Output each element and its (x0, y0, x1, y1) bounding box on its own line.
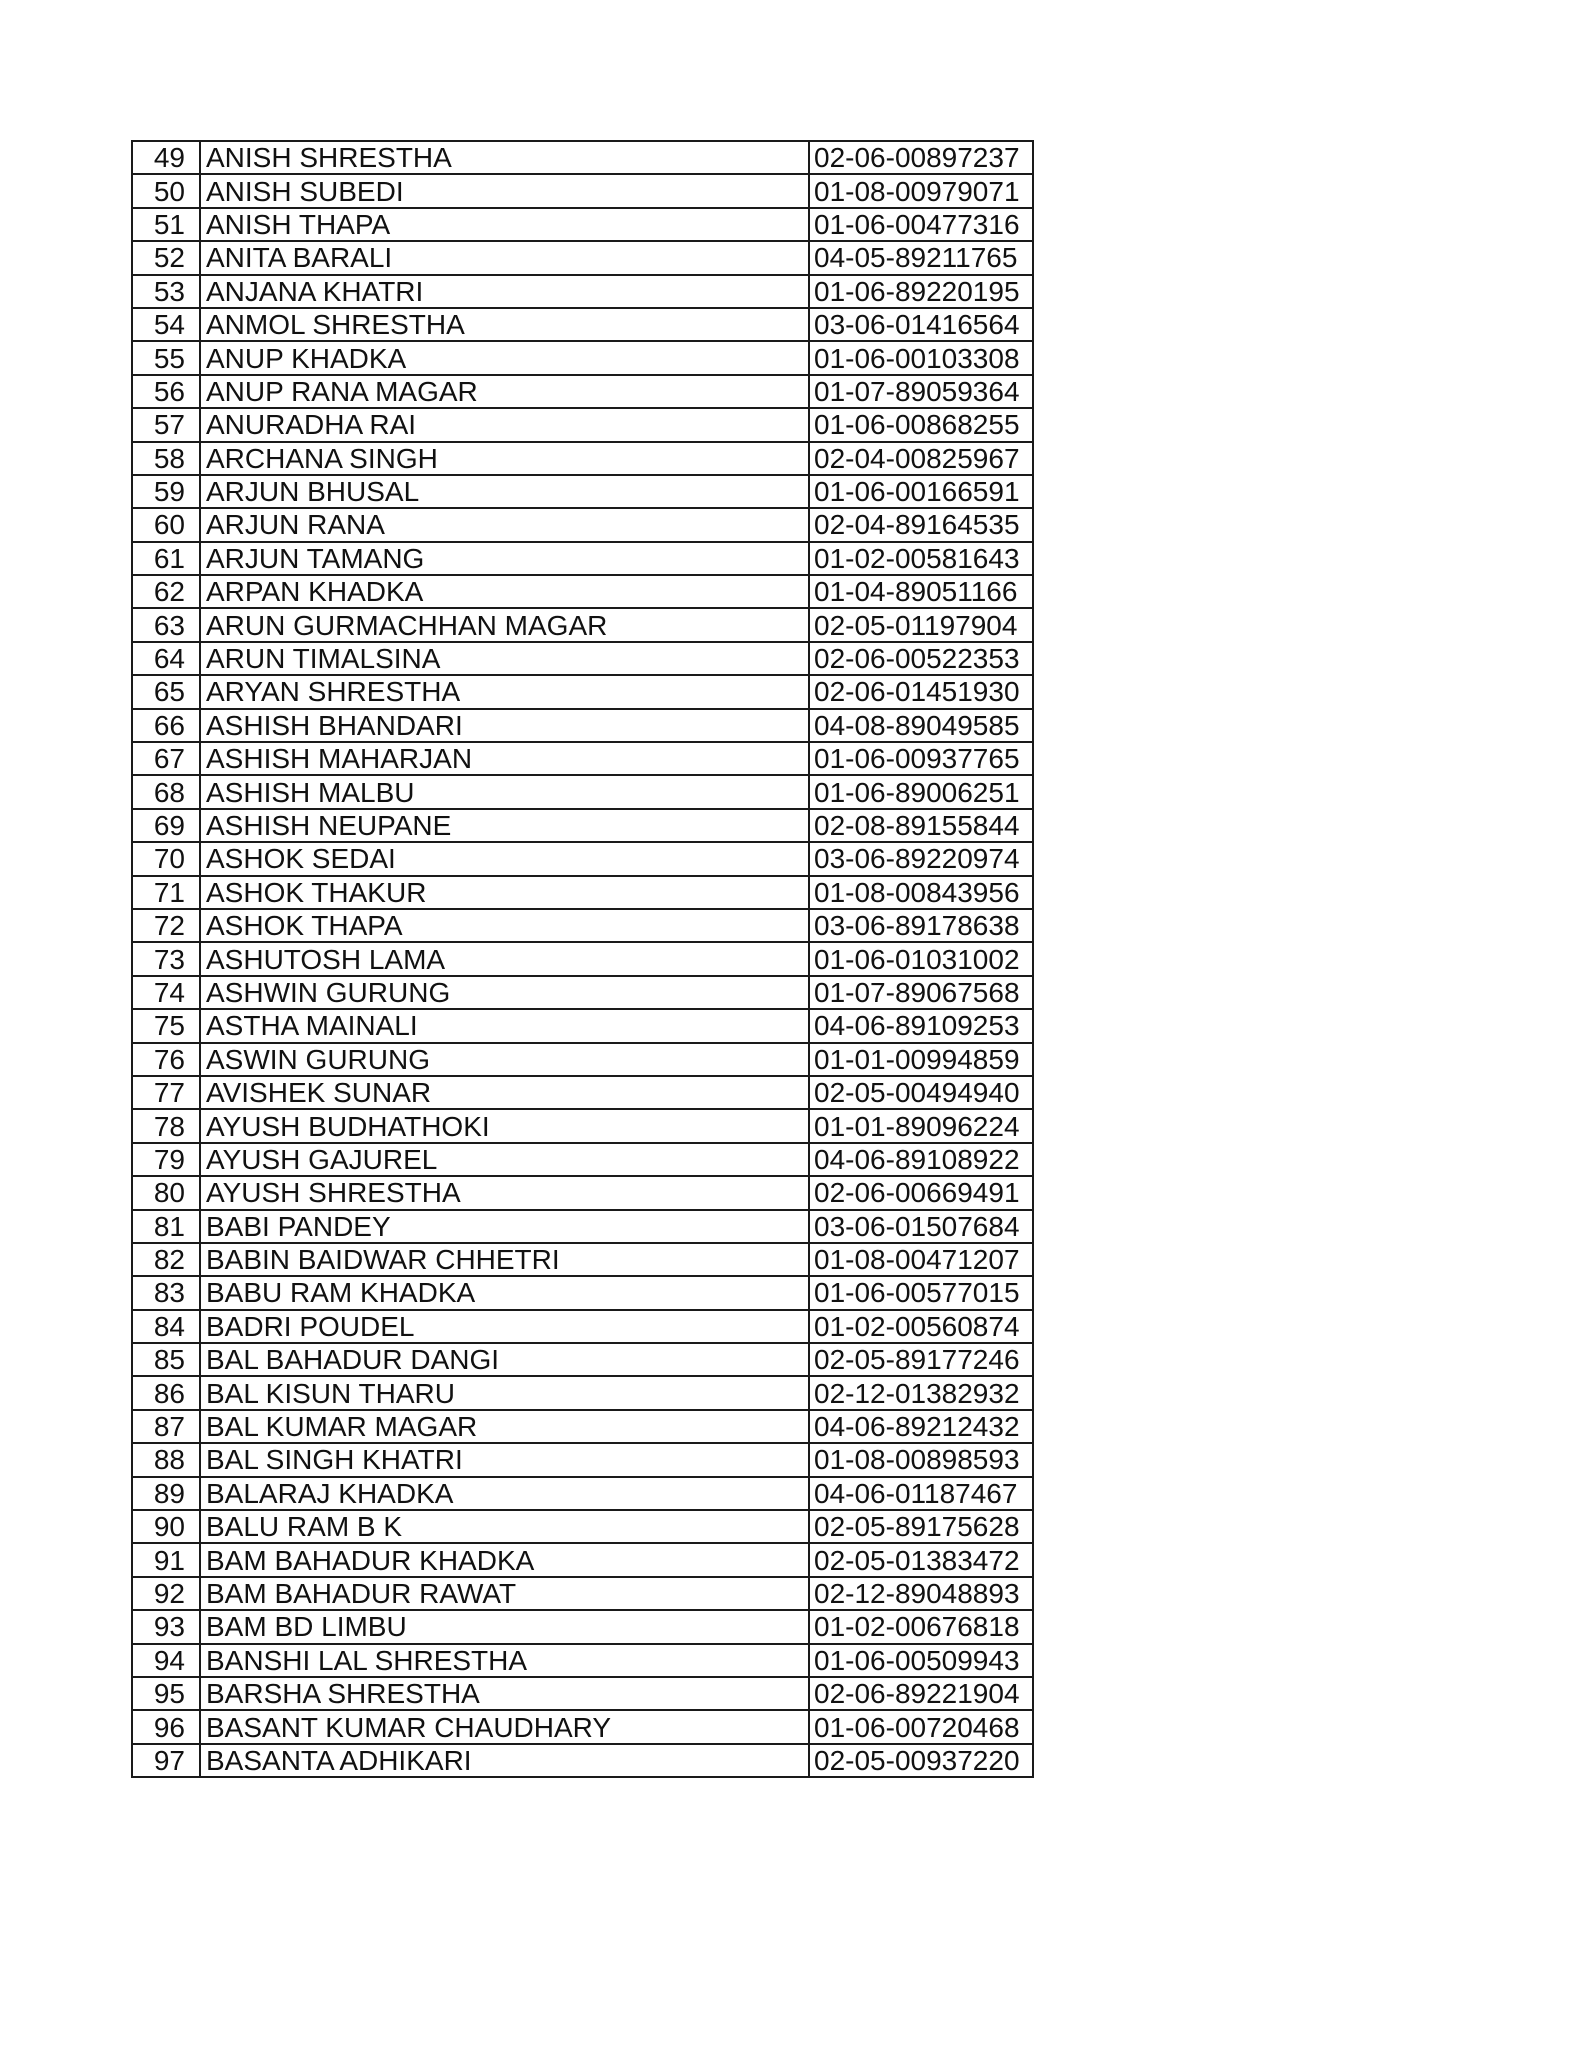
table-row (132, 174, 1033, 207)
name-cell: ANURADHA RAI (200, 408, 809, 441)
serial-number-cell: 83 (132, 1276, 200, 1309)
name-cell: ANUP KHADKA (200, 341, 809, 374)
serial-number-cell: 79 (132, 1143, 200, 1176)
table-row (132, 1143, 1033, 1176)
name-cell: BABU RAM KHADKA (200, 1276, 809, 1309)
name-cell: ARJUN TAMANG (200, 542, 809, 575)
name-cell: ANMOL SHRESTHA (200, 308, 809, 341)
id-number-cell: 02-05-89177246 (809, 1343, 1033, 1376)
serial-number-cell: 60 (132, 508, 200, 541)
id-number-cell: 01-06-89006251 (809, 775, 1033, 808)
serial-number-cell: 64 (132, 642, 200, 675)
serial-number-cell: 84 (132, 1310, 200, 1343)
id-number-cell: 01-06-00166591 (809, 475, 1033, 508)
name-cell: ANITA BARALI (200, 241, 809, 274)
id-number-cell: 03-06-89220974 (809, 842, 1033, 875)
serial-number-cell: 81 (132, 1210, 200, 1243)
table-row (132, 1343, 1033, 1376)
table-row (132, 642, 1033, 675)
id-number-cell: 01-08-00898593 (809, 1443, 1033, 1476)
serial-number-cell: 62 (132, 575, 200, 608)
serial-number-cell: 51 (132, 208, 200, 241)
id-number-cell: 02-04-89164535 (809, 508, 1033, 541)
serial-number-cell: 77 (132, 1076, 200, 1109)
table-row (132, 942, 1033, 975)
candidate-list-table (131, 140, 1034, 1778)
serial-number-cell: 92 (132, 1577, 200, 1610)
table-row (132, 375, 1033, 408)
name-cell: ASTHA MAINALI (200, 1009, 809, 1042)
serial-number-cell: 61 (132, 542, 200, 575)
name-cell: ARUN TIMALSINA (200, 642, 809, 675)
id-number-cell: 01-08-00471207 (809, 1243, 1033, 1276)
serial-number-cell: 88 (132, 1443, 200, 1476)
table-row (132, 241, 1033, 274)
serial-number-cell: 96 (132, 1710, 200, 1743)
table-row (132, 1644, 1033, 1677)
name-cell: BARSHA SHRESTHA (200, 1677, 809, 1710)
id-number-cell: 01-02-00560874 (809, 1310, 1033, 1343)
name-cell: BANSHI LAL SHRESTHA (200, 1644, 809, 1677)
name-cell: ASHISH BHANDARI (200, 709, 809, 742)
table-row (132, 675, 1033, 708)
id-number-cell: 01-06-00477316 (809, 208, 1033, 241)
id-number-cell: 02-06-00897237 (809, 141, 1033, 174)
serial-number-cell: 76 (132, 1043, 200, 1076)
table-row (132, 308, 1033, 341)
id-number-cell: 04-06-89212432 (809, 1410, 1033, 1443)
name-cell: ASHUTOSH LAMA (200, 942, 809, 975)
serial-number-cell: 85 (132, 1343, 200, 1376)
serial-number-cell: 49 (132, 141, 200, 174)
serial-number-cell: 93 (132, 1610, 200, 1643)
id-number-cell: 02-12-89048893 (809, 1577, 1033, 1610)
name-cell: ASHWIN GURUNG (200, 976, 809, 1009)
table-row (132, 475, 1033, 508)
id-number-cell: 01-04-89051166 (809, 575, 1033, 608)
serial-number-cell: 95 (132, 1677, 200, 1710)
table-body (132, 141, 1033, 1777)
id-number-cell: 04-06-01187467 (809, 1477, 1033, 1510)
id-number-cell: 01-01-89096224 (809, 1109, 1033, 1142)
id-number-cell: 02-05-89175628 (809, 1510, 1033, 1543)
id-number-cell: 01-02-00676818 (809, 1610, 1033, 1643)
name-cell: BAL KISUN THARU (200, 1376, 809, 1409)
name-cell: ANISH SUBEDI (200, 174, 809, 207)
serial-number-cell: 87 (132, 1410, 200, 1443)
name-cell: BAL KUMAR MAGAR (200, 1410, 809, 1443)
serial-number-cell: 91 (132, 1543, 200, 1576)
id-number-cell: 04-06-89108922 (809, 1143, 1033, 1176)
serial-number-cell: 58 (132, 442, 200, 475)
name-cell: ARCHANA SINGH (200, 442, 809, 475)
name-cell: BASANT KUMAR CHAUDHARY (200, 1710, 809, 1743)
name-cell: AYUSH BUDHATHOKI (200, 1109, 809, 1142)
table-row (132, 208, 1033, 241)
table-row (132, 1276, 1033, 1309)
table-row (132, 1677, 1033, 1710)
name-cell: BABIN BAIDWAR CHHETRI (200, 1243, 809, 1276)
table-row (132, 608, 1033, 641)
name-cell: ASWIN GURUNG (200, 1043, 809, 1076)
name-cell: BALARAJ KHADKA (200, 1477, 809, 1510)
id-number-cell: 01-06-00509943 (809, 1644, 1033, 1677)
table-row (132, 341, 1033, 374)
name-cell: ANISH SHRESTHA (200, 141, 809, 174)
table-row (132, 1443, 1033, 1476)
name-cell: BAL SINGH KHATRI (200, 1443, 809, 1476)
serial-number-cell: 94 (132, 1644, 200, 1677)
serial-number-cell: 55 (132, 341, 200, 374)
table-row (132, 742, 1033, 775)
serial-number-cell: 80 (132, 1176, 200, 1209)
id-number-cell: 01-02-00581643 (809, 542, 1033, 575)
table-row (132, 1210, 1033, 1243)
id-number-cell: 01-06-00937765 (809, 742, 1033, 775)
serial-number-cell: 65 (132, 675, 200, 708)
serial-number-cell: 82 (132, 1243, 200, 1276)
name-cell: ANUP RANA MAGAR (200, 375, 809, 408)
name-cell: ARJUN BHUSAL (200, 475, 809, 508)
name-cell: BALU RAM B K (200, 1510, 809, 1543)
id-number-cell: 02-06-89221904 (809, 1677, 1033, 1710)
table-row (132, 1610, 1033, 1643)
id-number-cell: 01-01-00994859 (809, 1043, 1033, 1076)
table-row (132, 1510, 1033, 1543)
name-cell: AVISHEK SUNAR (200, 1076, 809, 1109)
table-row (132, 1477, 1033, 1510)
table-row (132, 442, 1033, 475)
table-row (132, 508, 1033, 541)
table-row (132, 542, 1033, 575)
table-row (132, 775, 1033, 808)
id-number-cell: 01-06-00103308 (809, 341, 1033, 374)
name-cell: BABI PANDEY (200, 1210, 809, 1243)
table-row (132, 1109, 1033, 1142)
table-row (132, 1176, 1033, 1209)
id-number-cell: 02-05-01383472 (809, 1543, 1033, 1576)
name-cell: AYUSH SHRESTHA (200, 1176, 809, 1209)
name-cell: BASANTA ADHIKARI (200, 1744, 809, 1777)
id-number-cell: 02-06-01451930 (809, 675, 1033, 708)
serial-number-cell: 53 (132, 275, 200, 308)
serial-number-cell: 52 (132, 241, 200, 274)
serial-number-cell: 69 (132, 809, 200, 842)
name-cell: ASHOK SEDAI (200, 842, 809, 875)
id-number-cell: 02-05-00494940 (809, 1076, 1033, 1109)
serial-number-cell: 50 (132, 174, 200, 207)
table-row (132, 1243, 1033, 1276)
name-cell: ASHISH MALBU (200, 775, 809, 808)
serial-number-cell: 86 (132, 1376, 200, 1409)
name-cell: ARJUN RANA (200, 508, 809, 541)
id-number-cell: 01-06-00868255 (809, 408, 1033, 441)
name-cell: BAL BAHADUR DANGI (200, 1343, 809, 1376)
serial-number-cell: 74 (132, 976, 200, 1009)
table-row (132, 909, 1033, 942)
table-row (132, 809, 1033, 842)
table-row (132, 976, 1033, 1009)
serial-number-cell: 72 (132, 909, 200, 942)
table-row (132, 1710, 1033, 1743)
id-number-cell: 02-04-00825967 (809, 442, 1033, 475)
id-number-cell: 04-08-89049585 (809, 709, 1033, 742)
serial-number-cell: 97 (132, 1744, 200, 1777)
serial-number-cell: 56 (132, 375, 200, 408)
serial-number-cell: 70 (132, 842, 200, 875)
table-row (132, 408, 1033, 441)
table-row (132, 575, 1033, 608)
id-number-cell: 04-06-89109253 (809, 1009, 1033, 1042)
id-number-cell: 01-06-00720468 (809, 1710, 1033, 1743)
name-cell: ASHISH MAHARJAN (200, 742, 809, 775)
id-number-cell: 02-12-01382932 (809, 1376, 1033, 1409)
id-number-cell: 02-05-00937220 (809, 1744, 1033, 1777)
table-row (132, 876, 1033, 909)
name-cell: BAM BAHADUR RAWAT (200, 1577, 809, 1610)
id-number-cell: 04-05-89211765 (809, 241, 1033, 274)
name-cell: ASHISH NEUPANE (200, 809, 809, 842)
id-number-cell: 03-06-01416564 (809, 308, 1033, 341)
table-row (132, 1076, 1033, 1109)
name-cell: ARYAN SHRESTHA (200, 675, 809, 708)
id-number-cell: 03-06-01507684 (809, 1210, 1033, 1243)
name-cell: ANJANA KHATRI (200, 275, 809, 308)
id-number-cell: 03-06-89178638 (809, 909, 1033, 942)
serial-number-cell: 57 (132, 408, 200, 441)
id-number-cell: 01-07-89059364 (809, 375, 1033, 408)
serial-number-cell: 59 (132, 475, 200, 508)
name-cell: BAM BD LIMBU (200, 1610, 809, 1643)
serial-number-cell: 54 (132, 308, 200, 341)
id-number-cell: 02-05-01197904 (809, 608, 1033, 641)
name-cell: BAM BAHADUR KHADKA (200, 1543, 809, 1576)
id-number-cell: 01-06-01031002 (809, 942, 1033, 975)
table-row (132, 1376, 1033, 1409)
table-row (132, 1310, 1033, 1343)
id-number-cell: 02-06-00669491 (809, 1176, 1033, 1209)
id-number-cell: 02-08-89155844 (809, 809, 1033, 842)
serial-number-cell: 67 (132, 742, 200, 775)
id-number-cell: 01-08-00843956 (809, 876, 1033, 909)
table-row (132, 141, 1033, 174)
table-row (132, 1744, 1033, 1777)
id-number-cell: 01-08-00979071 (809, 174, 1033, 207)
table-row (132, 1577, 1033, 1610)
serial-number-cell: 75 (132, 1009, 200, 1042)
serial-number-cell: 73 (132, 942, 200, 975)
name-cell: ANISH THAPA (200, 208, 809, 241)
table-row (132, 1410, 1033, 1443)
name-cell: ARUN GURMACHHAN MAGAR (200, 608, 809, 641)
serial-number-cell: 71 (132, 876, 200, 909)
table-row (132, 275, 1033, 308)
table-row (132, 1043, 1033, 1076)
serial-number-cell: 90 (132, 1510, 200, 1543)
name-cell: BADRI POUDEL (200, 1310, 809, 1343)
serial-number-cell: 68 (132, 775, 200, 808)
name-cell: ASHOK THAPA (200, 909, 809, 942)
serial-number-cell: 66 (132, 709, 200, 742)
id-number-cell: 01-07-89067568 (809, 976, 1033, 1009)
id-number-cell: 01-06-89220195 (809, 275, 1033, 308)
serial-number-cell: 63 (132, 608, 200, 641)
name-cell: ARPAN KHADKA (200, 575, 809, 608)
id-number-cell: 01-06-00577015 (809, 1276, 1033, 1309)
id-number-cell: 02-06-00522353 (809, 642, 1033, 675)
table-row (132, 1543, 1033, 1576)
name-cell: ASHOK THAKUR (200, 876, 809, 909)
table-row (132, 842, 1033, 875)
name-cell: AYUSH GAJUREL (200, 1143, 809, 1176)
serial-number-cell: 89 (132, 1477, 200, 1510)
table-row (132, 709, 1033, 742)
serial-number-cell: 78 (132, 1109, 200, 1142)
table-row (132, 1009, 1033, 1042)
